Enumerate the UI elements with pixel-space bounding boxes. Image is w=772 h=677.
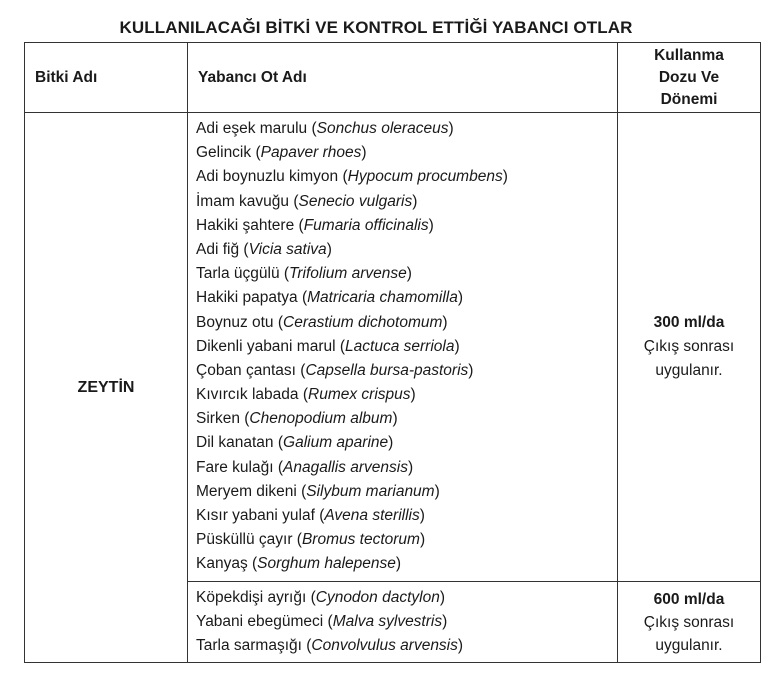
weed-list-item: Dikenli yabani marul (Lactuca serriola) (196, 337, 460, 355)
weed-list-cell-group1 (188, 113, 618, 582)
weed-scientific-name: Galium aparine (283, 434, 389, 452)
weed-list-item: Püsküllü çayır (Bromus tectorum) (196, 531, 426, 549)
weed-common-name: Püsküllü çayır (196, 531, 293, 549)
weed-list-item: Çoban çantası (Capsella bursa-pastoris) (196, 361, 474, 379)
weed-list-item: Hakiki papatya (Matricaria chamomilla) (196, 289, 464, 307)
weed-common-name: Boynuz otu (196, 313, 274, 331)
plant-name-cell: ZEYTİN (25, 113, 188, 663)
weed-scientific-name: Sorghum halepense (257, 555, 396, 573)
weed-scientific-name: Cerastium dichotomum (283, 313, 443, 331)
weed-list-item: Adi eşek marulu (Sonchus oleraceus) (196, 120, 454, 137)
weed-list-group2 (196, 586, 617, 659)
weed-scientific-name: Convolvulus arvensis (311, 636, 458, 654)
weed-common-name: Tarla üçgülü (196, 265, 280, 283)
weed-scientific-name: Sonchus oleraceus (316, 120, 449, 137)
weed-scientific-name: Lactuca serriola (345, 337, 455, 355)
weed-list-item: İmam kavuğu (Senecio vulgaris) (196, 192, 418, 210)
dose-note-line2-group1: uygulanır. (655, 361, 723, 379)
weed-list-item: Adi fiğ (Vicia sativa) (196, 240, 332, 258)
weed-common-name: Hakiki papatya (196, 289, 298, 307)
header-dose-line3: Dönemi (660, 90, 718, 108)
weed-list-item: Kanyaş (Sorghum halepense) (196, 555, 402, 573)
table-row-group1 (25, 113, 761, 582)
weed-list-item: Tarla üçgülü (Trifolium arvense) (196, 265, 412, 283)
weed-scientific-name: Rumex crispus (308, 386, 411, 404)
dose-cell-group2 (618, 581, 761, 663)
header-row (25, 43, 761, 113)
weed-list-item: Meryem dikeni (Silybum marianum) (196, 482, 440, 500)
dose-amount-group2: 600 ml/da (653, 590, 725, 608)
weed-list-cell-group2 (188, 581, 618, 663)
weed-scientific-name: Cynodon dactylon (315, 588, 440, 606)
weed-common-name: Adi boynuzlu kimyon (196, 168, 339, 186)
header-plant-name: Bitki Adı (25, 43, 188, 113)
document-title: KULLANILACAĞI BİTKİ VE KONTROL ETTİĞİ YABANCI OTLAR (119, 18, 633, 37)
weed-list-group1 (196, 117, 617, 577)
weed-common-name: Kanyaş (196, 555, 248, 573)
weed-scientific-name: Silybum marianum (306, 482, 435, 500)
weed-common-name: Yabani ebegümeci (196, 612, 324, 630)
header-weed-name: Yabancı Ot Adı (188, 43, 618, 113)
weed-common-name: Dil kanatan (196, 434, 274, 452)
weed-common-name: Adi fiğ (196, 240, 240, 258)
weed-scientific-name: Matricaria chamomilla (307, 289, 458, 307)
weed-common-name: Köpekdişi ayrığı (196, 588, 307, 606)
weed-list-item: Dil kanatan (Galium aparine) (196, 434, 394, 452)
dose-note-line2-group2: uygulanır. (655, 636, 723, 654)
weed-scientific-name: Malva sylvestris (332, 612, 443, 630)
weed-list-item: Sirken (Chenopodium album) (196, 410, 398, 428)
weed-list-item: Hakiki şahtere (Fumaria officinalis) (196, 216, 434, 234)
weed-scientific-name: Avena sterillis (324, 507, 420, 524)
weed-common-name: Dikenli yabani marul (196, 337, 336, 355)
weed-common-name: Tarla sarmaşığı (196, 636, 302, 654)
dose-note-line1-group1: Çıkış sonrası (643, 337, 735, 355)
weed-scientific-name: Hypocum procumbens (347, 168, 503, 186)
header-dose-line2: Dozu Ve (658, 68, 720, 86)
weed-list-item: Kısır yabani yulaf (Avena sterillis) (196, 507, 425, 524)
weed-common-name: Fare kulağı (196, 458, 274, 476)
weed-scientific-name: Chenopodium album (249, 410, 393, 428)
dose-cell-group1 (618, 113, 761, 582)
weed-scientific-name: Senecio vulgaris (298, 192, 413, 210)
weed-list-item: Köpekdişi ayrığı (Cynodon dactylon) (196, 588, 446, 606)
weed-list-item: Kıvırcık labada (Rumex crispus) (196, 386, 416, 404)
weed-list-item: Tarla sarmaşığı (Convolvulus arvensis) (196, 636, 464, 654)
weed-scientific-name: Vicia sativa (248, 240, 327, 258)
weed-common-name: Meryem dikeni (196, 482, 297, 500)
weed-common-name: İmam kavuğu (196, 192, 290, 210)
weed-common-name: Kısır yabani yulaf (196, 507, 315, 524)
weed-list-item: Adi boynuzlu kimyon (Hypocum procumbens) (196, 168, 508, 186)
weed-scientific-name: Anagallis arvensis (283, 458, 408, 476)
weed-list-item: Boynuz otu (Cerastium dichotomum) (196, 313, 448, 331)
weed-scientific-name: Trifolium arvense (289, 265, 407, 283)
weed-list-item: Yabani ebegümeci (Malva sylvestris) (196, 612, 448, 630)
weed-common-name: Kıvırcık labada (196, 386, 299, 404)
weed-scientific-name: Bromus tectorum (301, 531, 420, 549)
weed-common-name: Gelincik (196, 144, 252, 162)
header-dose-period (618, 43, 761, 113)
dose-amount-group1: 300 ml/da (653, 313, 725, 331)
weed-common-name: Hakiki şahtere (196, 216, 295, 234)
herbicide-table (24, 42, 761, 663)
weed-scientific-name: Papaver rhoes (260, 144, 362, 162)
weed-scientific-name: Fumaria officinalis (303, 216, 429, 234)
weed-list-item: Fare kulağı (Anagallis arvensis) (196, 458, 414, 476)
weed-common-name: Sirken (196, 410, 240, 428)
weed-common-name: Adi eşek marulu (196, 120, 308, 137)
weed-list-item: Gelincik (Papaver rhoes) (196, 144, 367, 162)
weed-common-name: Çoban çantası (196, 361, 296, 379)
dose-note-line1-group2: Çıkış sonrası (643, 613, 735, 631)
weed-scientific-name: Capsella bursa-pastoris (305, 361, 469, 379)
header-dose-line1: Kullanma (654, 46, 724, 64)
